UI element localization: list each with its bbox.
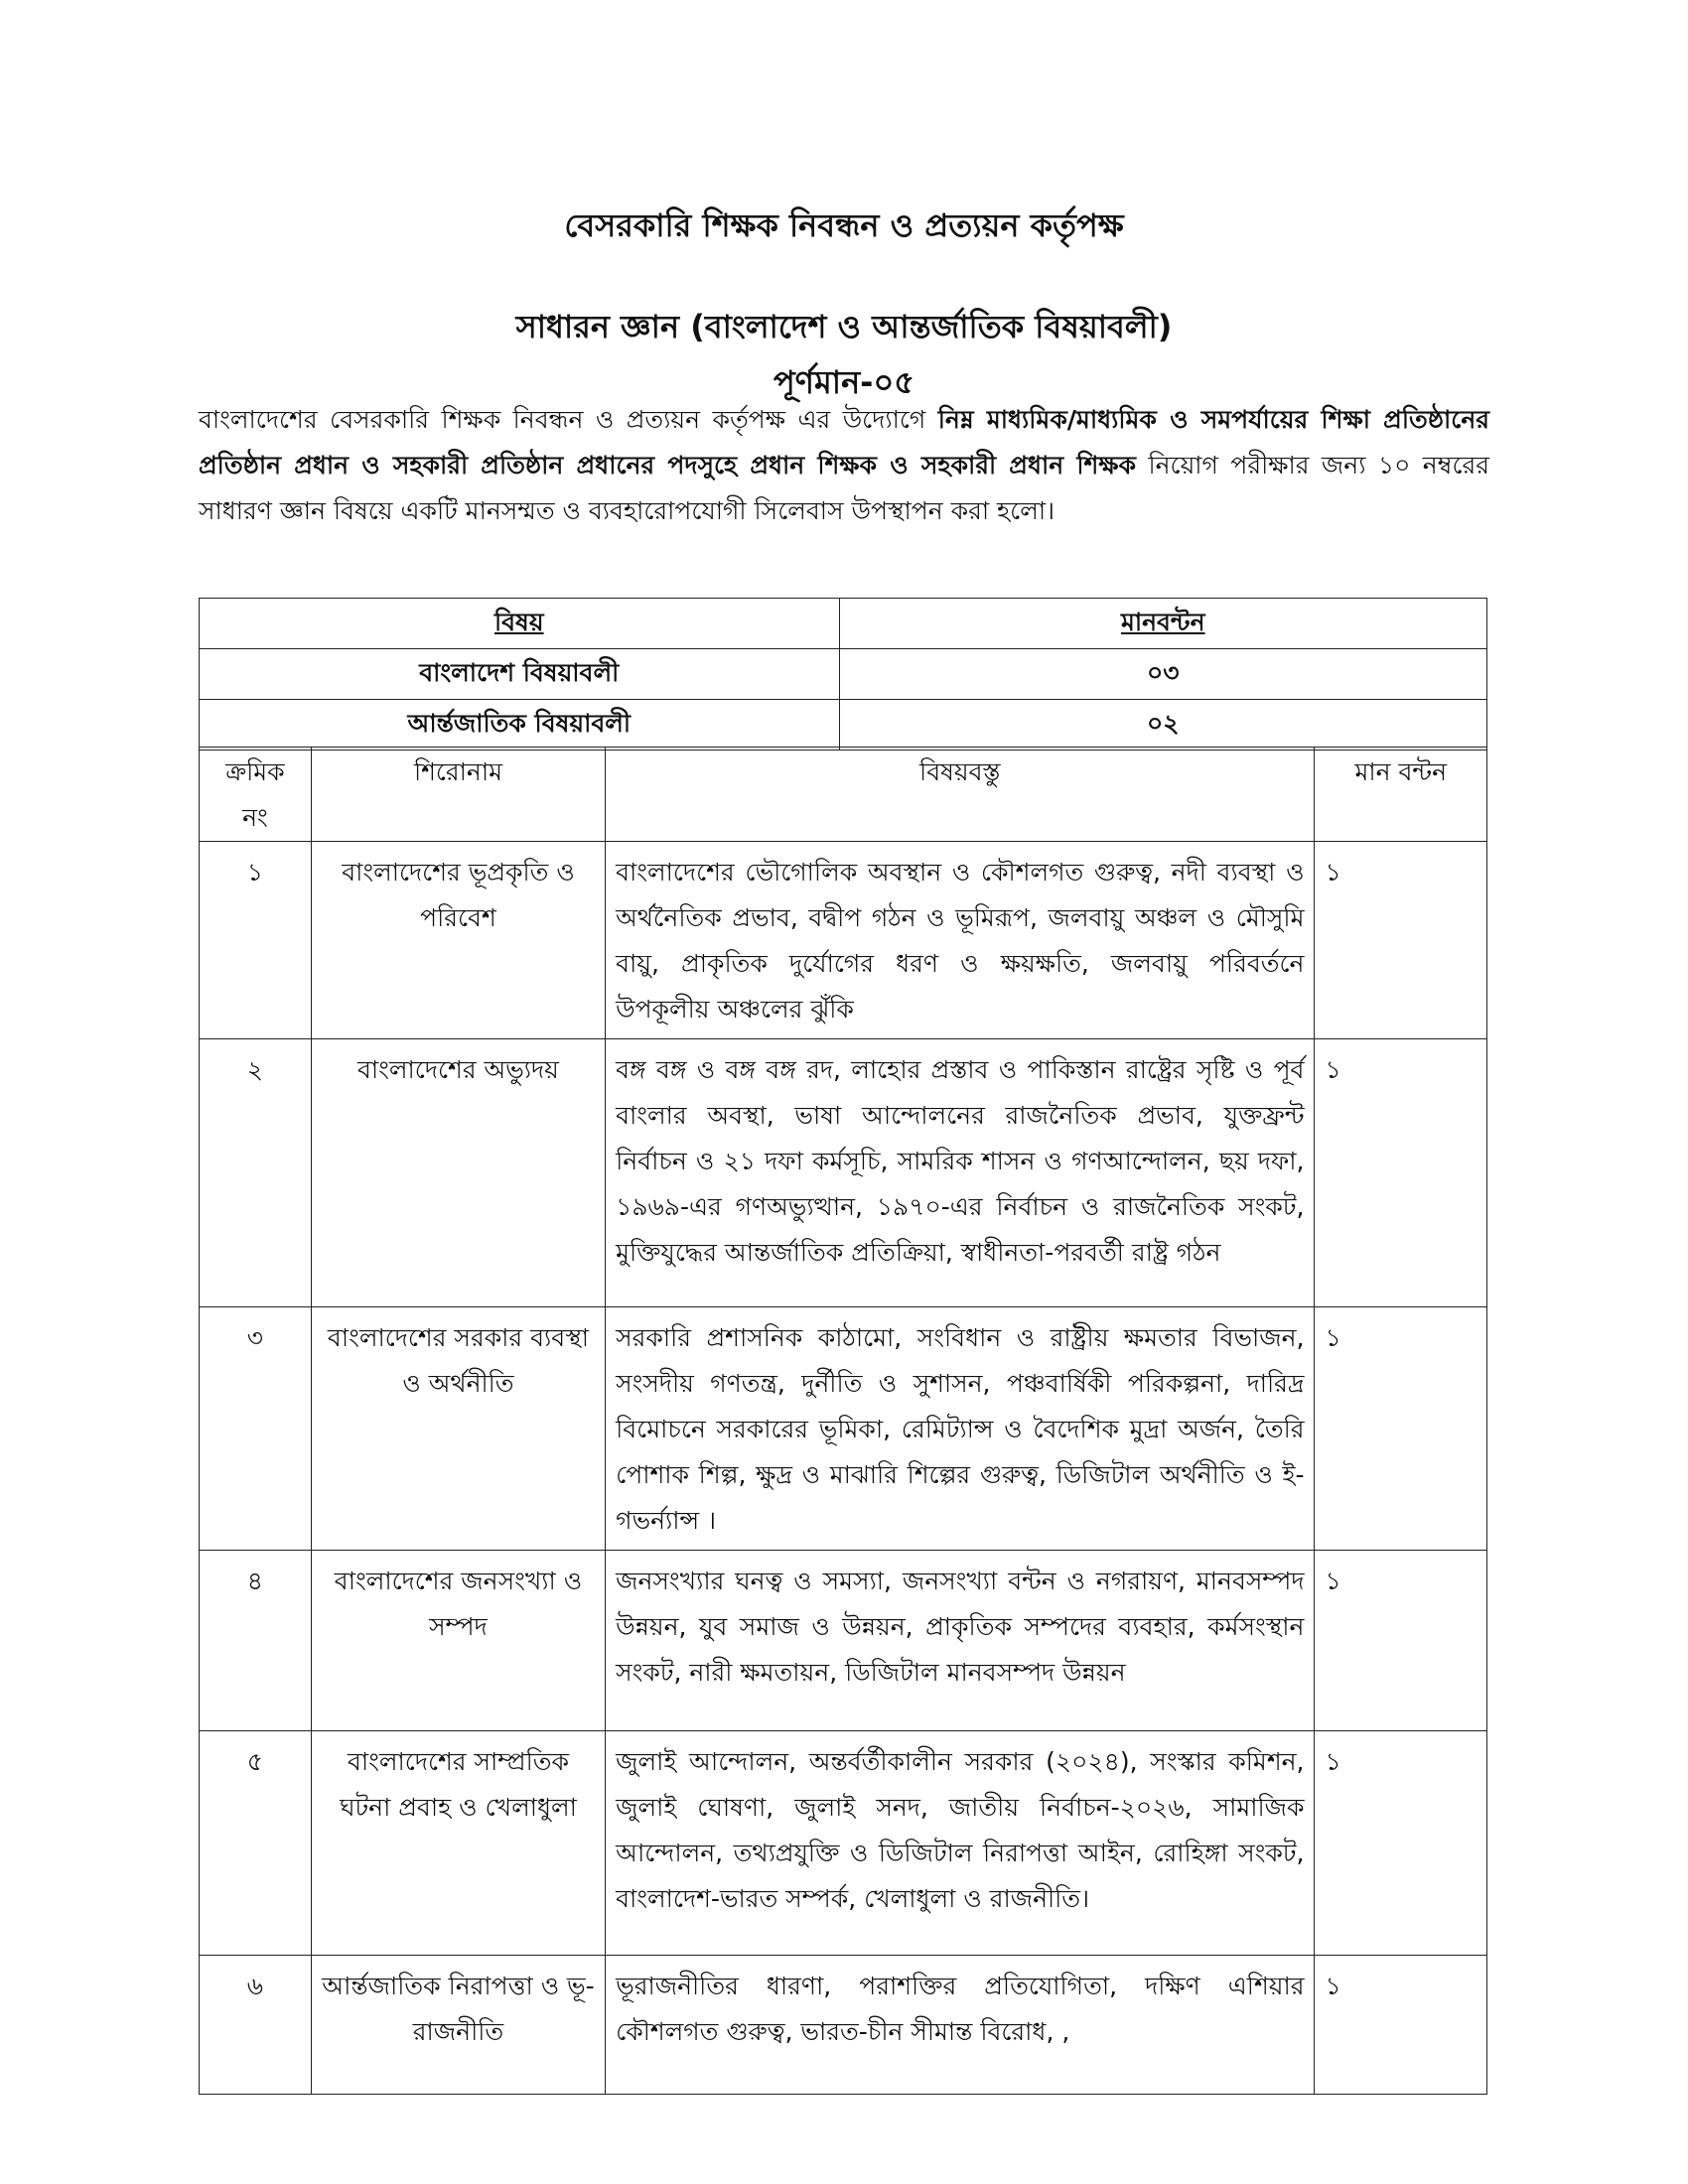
intro-text-2: নিয়োগ পরীক্ষার জন্য ১০ নম্বরের সাধারণ জ্ঞান বিষয়ে একটি মানসম্মত ও ব্যবহারোপযোগী সিলেবাস উপস্থাপন করা হলো।: [199, 451, 1489, 525]
table-row: [200, 1731, 1487, 1956]
row-serial: ৬: [200, 1956, 312, 2095]
table-row: [200, 842, 1487, 1039]
summary-table: [199, 598, 1487, 751]
row-marks: ১: [1315, 1956, 1487, 2095]
row-serial: ৪: [200, 1551, 312, 1731]
header-marks: মান বন্টন: [1315, 748, 1487, 842]
summary-col-marks: মানবন্টন: [1120, 607, 1205, 636]
authority-title: বেসরকারি শিক্ষক নিবন্ধন ও প্রত্যয়ন কর্তৃপক্ষ: [564, 206, 1124, 244]
full-marks: পূর্ণমান-০৫: [773, 363, 915, 401]
row-content: জনসংখ্যার ঘনত্ব ও সমস্যা, জনসংখ্যা বন্টন ও নগরায়ণ, মানবসম্পদ উন্নয়ন, যুব সমাজ ও উন্নয়ন, প্রাকৃতিক সম্পদের ব্যবহার, কর্মসংস্থান সংকট, নারী ক্ষমতায়ন, ডিজিটাল মানবসম্পদ উন্নয়ন: [606, 1551, 1315, 1731]
intro-bold-text: নিম্ন মাধ্যমিক/মাধ্যমিক ও সমপর্যায়ের শিক্ষা প্রতিষ্ঠানের প্রতিষ্ঠান প্রধান ও সহকারী প্রতিষ্ঠান প্রধানের পদসুহে প্রধান শিক্ষক ও সহকারী প্রধান শিক্ষক: [199, 405, 1490, 479]
row-serial: ৫: [200, 1731, 312, 1956]
row-content: বাংলাদেশের ভৌগোলিক অবস্থান ও কৌশলগত গুরুত্ব, নদী ব্যবস্থা ও অর্থনৈতিক প্রভাব, বদ্বীপ গঠন ও ভূমিরূপ, জলবায়ু অঞ্চল ও মৌসুমি বায়ু, প্রাকৃতিক দুর্যোগের ধরণ ও ক্ষয়ক্ষতি, জলবায়ু পরিবর্তনে উপকূলীয় অঞ্চলের ঝুঁকি: [606, 842, 1315, 1039]
table-row: [200, 1956, 1487, 2095]
summary-row: [200, 649, 1487, 700]
subject-title: সাধারন জ্ঞান (বাংলাদেশ ও আন্তর্জাতিক বিষয়াবলী): [515, 308, 1173, 345]
header-serial: ক্রমিক নং: [200, 748, 312, 842]
row-title: বাংলাদেশের সরকার ব্যবস্থা ও অর্থনীতি: [311, 1307, 605, 1551]
row-title: বাংলাদেশের জনসংখ্যা ও সম্পদ: [311, 1551, 605, 1731]
summary-subject: বাংলাদেশ বিষয়াবলী: [200, 649, 840, 700]
summary-marks: ০৩: [839, 649, 1486, 700]
table-row: [200, 1307, 1487, 1551]
row-serial: ১: [200, 842, 312, 1039]
summary-subject: আর্ন্তজাতিক বিষয়াবলী: [200, 700, 840, 751]
header-content: বিষয়বস্তু: [606, 748, 1315, 842]
summary-row: [200, 700, 1487, 751]
table-row: [200, 1039, 1487, 1307]
table-row: [200, 1551, 1487, 1731]
row-serial: ৩: [200, 1307, 312, 1551]
row-marks: ১: [1315, 1731, 1487, 1956]
row-content: সরকারি প্রশাসনিক কাঠামো, সংবিধান ও রাষ্ট্রীয় ক্ষমতার বিভাজন, সংসদীয় গণতন্ত্র, দুর্নীতি ও সুশাসন, পঞ্চবার্ষিকী পরিকল্পনা, দারিদ্র বিমোচনে সরকারের ভূমিকা, রেমিট্যান্স ও বৈদেশিক মুদ্রা অর্জন, তৈরি পোশাক শিল্প, ক্ষুদ্র ও মাঝারি শিল্পের গুরুত্ব, ডিজিটাল অর্থনীতি ও ই-গভর্ন্যান্স ।: [606, 1307, 1315, 1551]
row-title: বাংলাদেশের সাম্প্রতিক ঘটনা প্রবাহ ও খেলাধুলা: [311, 1731, 605, 1956]
summary-header-row: [200, 599, 1487, 649]
row-title: বাংলাদেশের ভূপ্রকৃতি ও পরিবেশ: [311, 842, 605, 1039]
intro-text-1: বাংলাদেশের বেসরকারি শিক্ষক নিবন্ধন ও প্রত্যয়ন কর্তৃপক্ষ এর উদ্যোগে: [199, 405, 938, 434]
row-title: আর্ন্তজাতিক নিরাপত্তা ও ভূ-রাজনীতি: [311, 1956, 605, 2095]
row-content: ভূরাজনীতির ধারণা, পরাশক্তির প্রতিযোগিতা, দক্ষিণ এশিয়ার কৌশলগত গুরুত্ব, ভারত-চীন সীমান্ত বিরোধ, ,: [606, 1956, 1315, 2095]
row-marks: ১: [1315, 1551, 1487, 1731]
syllabus-header-row: [200, 748, 1487, 842]
row-content: বঙ্গ বঙ্গ ও বঙ্গ বঙ্গ রদ, লাহোর প্রস্তাব ও পাকিস্তান রাষ্ট্রের সৃষ্টি ও পূর্ব বাংলার অবস্থা, ভাষা আন্দোলনের রাজনৈতিক প্রভাব, যুক্তফ্রন্ট নির্বাচন ও ২১ দফা কর্মসূচি, সামরিক শাসন ও গণআন্দোলন, ছয় দফা, ১৯৬৯-এর গণঅভ্যুত্থান, ১৯৭০-এর নির্বাচন ও রাজনৈতিক সংকট, মুক্তিযুদ্ধের আন্তর্জাতিক প্রতিক্রিয়া, স্বাধীনতা-পরবর্তী রাষ্ট্র গঠন: [606, 1039, 1315, 1307]
intro-paragraph: [199, 397, 1489, 534]
header-title: শিরোনাম: [311, 748, 605, 842]
summary-marks: ০২: [839, 700, 1486, 751]
row-marks: ১: [1315, 1039, 1487, 1307]
row-content: জুলাই আন্দোলন, অন্তর্বর্তীকালীন সরকার (২০২৪), সংস্কার কমিশন, জুলাই ঘোষণা, জুলাই সনদ, জাতীয় নির্বাচন-২০২৬, সামাজিক আন্দোলন, তথ্যপ্রযুক্তি ও ডিজিটাল নিরাপত্তা আইন, রোহিঙ্গা সংকট, বাংলাদেশ-ভারত সম্পর্ক, খেলাধুলা ও রাজনীতি।: [606, 1731, 1315, 1956]
row-marks: ১: [1315, 1307, 1487, 1551]
summary-col-subject: বিষয়: [493, 607, 544, 636]
syllabus-detail-table: [199, 747, 1487, 2095]
row-marks: ১: [1315, 842, 1487, 1039]
row-title: বাংলাদেশের অভ্যুদয়: [311, 1039, 605, 1307]
row-serial: ২: [200, 1039, 312, 1307]
